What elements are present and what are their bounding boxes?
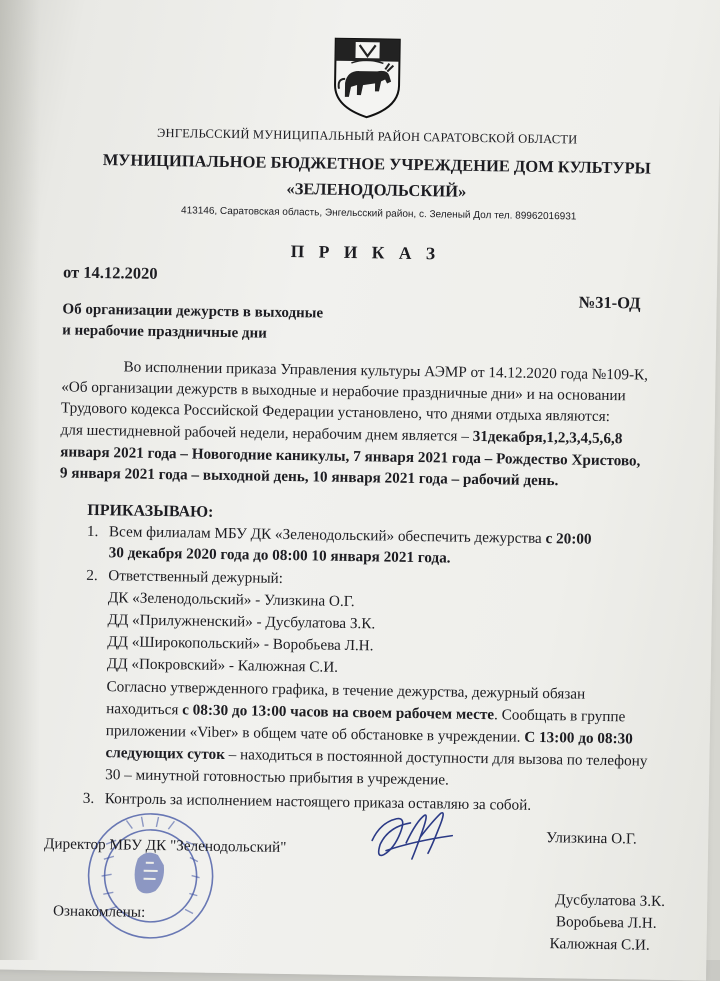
order-item-3-number: 3. — [82, 789, 95, 807]
subject-line-1: Об организации дежурств в выходные — [62, 301, 324, 322]
order-item-2-para-line-1: Согласно утвержденного графика, в течение дежурства, дежурный обязан — [106, 678, 586, 703]
official-stamp — [84, 804, 216, 948]
order-item-2-text-b: . Сообщать в группе — [493, 706, 626, 726]
acquainted-name-1: Дусбулатова З.К. — [555, 891, 666, 910]
director-name: Улизкина О.Г. — [546, 829, 637, 848]
order-item-1-time: с 20:00 — [545, 530, 592, 548]
order-item-2-night-hours: С 13:00 до 08:30 — [524, 728, 633, 748]
order-item-2-para-line-5: 30 – минутной готовностью прибытия в учреждение. — [105, 766, 450, 789]
acquainted-label: Ознакомлены: — [52, 902, 146, 921]
preamble-line-5: января 2021 года – Новогодние каникулы, 7 января 2021 года – Рождество Христово, — [60, 443, 641, 470]
district-header: ЭНГЕЛЬССКИЙ МУНИЦИПАЛЬНЫЙ РАЙОН САРАТОВСКОЙ ОБЛАСТИ — [156, 125, 578, 147]
director-label: Директор МБУ ДК "Зеленодольский" — [43, 835, 287, 857]
order-item-2-heading: Ответственный дежурный: — [108, 567, 284, 587]
coat-of-arms-icon — [331, 35, 404, 120]
order-item-2-text-c: приложении «Viber» в общем чате об обстановке в учреждении. — [105, 722, 525, 746]
preamble-line-2: «Об организации дежурств в выходные и нерабочие праздничные дни» и на основании — [61, 378, 626, 405]
organization-name-line2: «ЗЕЛЕНОДОЛЬСКИЙ» — [286, 178, 467, 201]
organization-name-line1: МУНИЦИПАЛЬНОЕ БЮДЖЕТНОЕ УЧРЕЖДЕНИЕ ДОМ КУЛЬТУРЫ — [102, 150, 651, 178]
order-item-2-work-hours: с 08:30 до 13:00 часов на своем рабочем месте — [182, 701, 495, 724]
acquainted-name-2: Воробьева Л.Н. — [555, 913, 657, 932]
preamble-line-1: Во исполнении приказа Управления культуры АЭМР от 14.12.2020 года №109-К, — [123, 358, 649, 384]
subject-line-2: и нерабочие праздничные дни — [62, 322, 267, 342]
order-item-1-text: Всем филиалам МБУ ДК «Зеленодольский» обеспечить дежурства — [108, 523, 546, 548]
document-title: П Р И К А З — [290, 241, 441, 264]
order-item-2-text-a: находиться — [106, 700, 183, 719]
order-item-1-line-2: 30 декабря 2020 года до 08:00 10 января 2021 года. — [108, 544, 451, 567]
order-item-2-next-day: следующих суток — [105, 744, 226, 764]
document-number: №31-ОД — [578, 292, 641, 313]
order-heading: ПРИКАЗЫВАЮ: — [87, 501, 214, 521]
duty-person-4: ДД «Покровский» - Калюжная С.И. — [106, 655, 339, 676]
order-item-1-number: 1. — [86, 522, 99, 541]
duty-person-2: ДД «Прилужненский» - Дусбулатова З.К. — [107, 611, 376, 633]
document-date: от 14.12.2020 — [62, 262, 158, 283]
order-item-2-para-line-2 — [106, 700, 625, 726]
preamble-line-4-dates: 31декабря,1,2,3,4,5,6,8 — [472, 427, 623, 448]
preamble-line-6: 9 января 2021 года – выходной день, 10 января 2021 года – рабочий день. — [59, 464, 559, 490]
order-item-2-number: 2. — [86, 566, 98, 585]
order-item-2-text-d: – находиться в постоянной доступности для вызова по телефону — [224, 746, 648, 770]
duty-person-1: ДК «Зеленодольский» - Улизкина О.Г. — [107, 589, 355, 611]
order-item-3-text: Контроль за исполнением настоящего приказа оставляю за собой. — [104, 790, 532, 814]
handwritten-signature — [366, 800, 457, 871]
acquainted-name-3: Калюжная С.И. — [549, 935, 650, 954]
preamble-line-4-text: для шестидневной рабочей недели, нерабочим днем является – — [60, 421, 473, 445]
duty-person-3: ДД «Широкопольский» - Воробьева Л.Н. — [107, 633, 374, 655]
preamble-line-3: Трудового кодекса Российской Федерации установлено, что днями отдыха являются: — [60, 399, 611, 426]
organization-address: 413146, Саратовская область, Энгельсский район, с. Зеленый Дол тел. 89962016931 — [180, 205, 577, 223]
